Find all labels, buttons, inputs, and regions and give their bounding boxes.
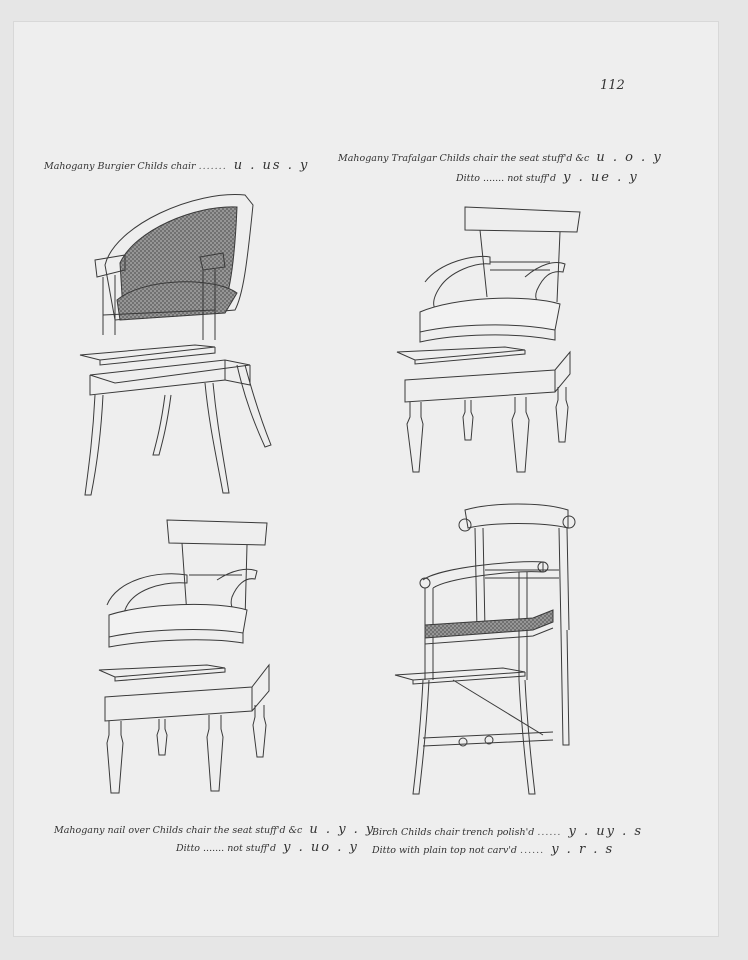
caption-label: Birch Childs chair trench polish'd <box>372 827 535 838</box>
caption-label: Ditto with plain top not carv'd <box>372 845 518 856</box>
birch-chair-illustration <box>393 500 583 800</box>
caption-trafalgar-chair <box>338 150 663 165</box>
caption-price-code: y . uy . s <box>568 824 644 839</box>
caption-label: Mahogany nail over Childs chair the seat stuff'd &c <box>54 825 303 836</box>
caption-nail-over-ditto <box>176 840 359 855</box>
caption-burgier-chair <box>44 158 309 173</box>
caption-price-code: u . o . y <box>596 150 663 165</box>
caption-label: Mahogany Trafalgar Childs chair the seat stuff'd &c <box>338 153 590 164</box>
burgier-chair-illustration <box>75 185 275 500</box>
caption-birch-ditto <box>372 842 614 857</box>
caption-dots: ...... <box>520 845 545 856</box>
caption-price-code: y . uo . y <box>283 840 359 855</box>
caption-price-code: y . ue . y <box>563 170 639 185</box>
caption-price-code: y . r . s <box>551 842 615 857</box>
trafalgar-chair-illustration <box>395 202 585 482</box>
caption-label: Mahogany Burgier Childs chair <box>44 161 196 172</box>
nail-over-chair-illustration <box>97 515 282 800</box>
caption-dots: ....... <box>198 161 227 172</box>
caption-label: Ditto ....... not stuff'd <box>176 843 277 854</box>
caption-dots: ...... <box>537 827 562 838</box>
page-number: 112 <box>600 78 625 93</box>
caption-price-code: u . us . y <box>233 158 310 173</box>
caption-nail-over-chair <box>54 822 375 837</box>
caption-birch-chair <box>372 824 643 839</box>
caption-label: Ditto ....... not stuff'd <box>456 173 557 184</box>
caption-trafalgar-ditto <box>456 170 639 185</box>
caption-price-code: u . y . y <box>309 822 376 837</box>
